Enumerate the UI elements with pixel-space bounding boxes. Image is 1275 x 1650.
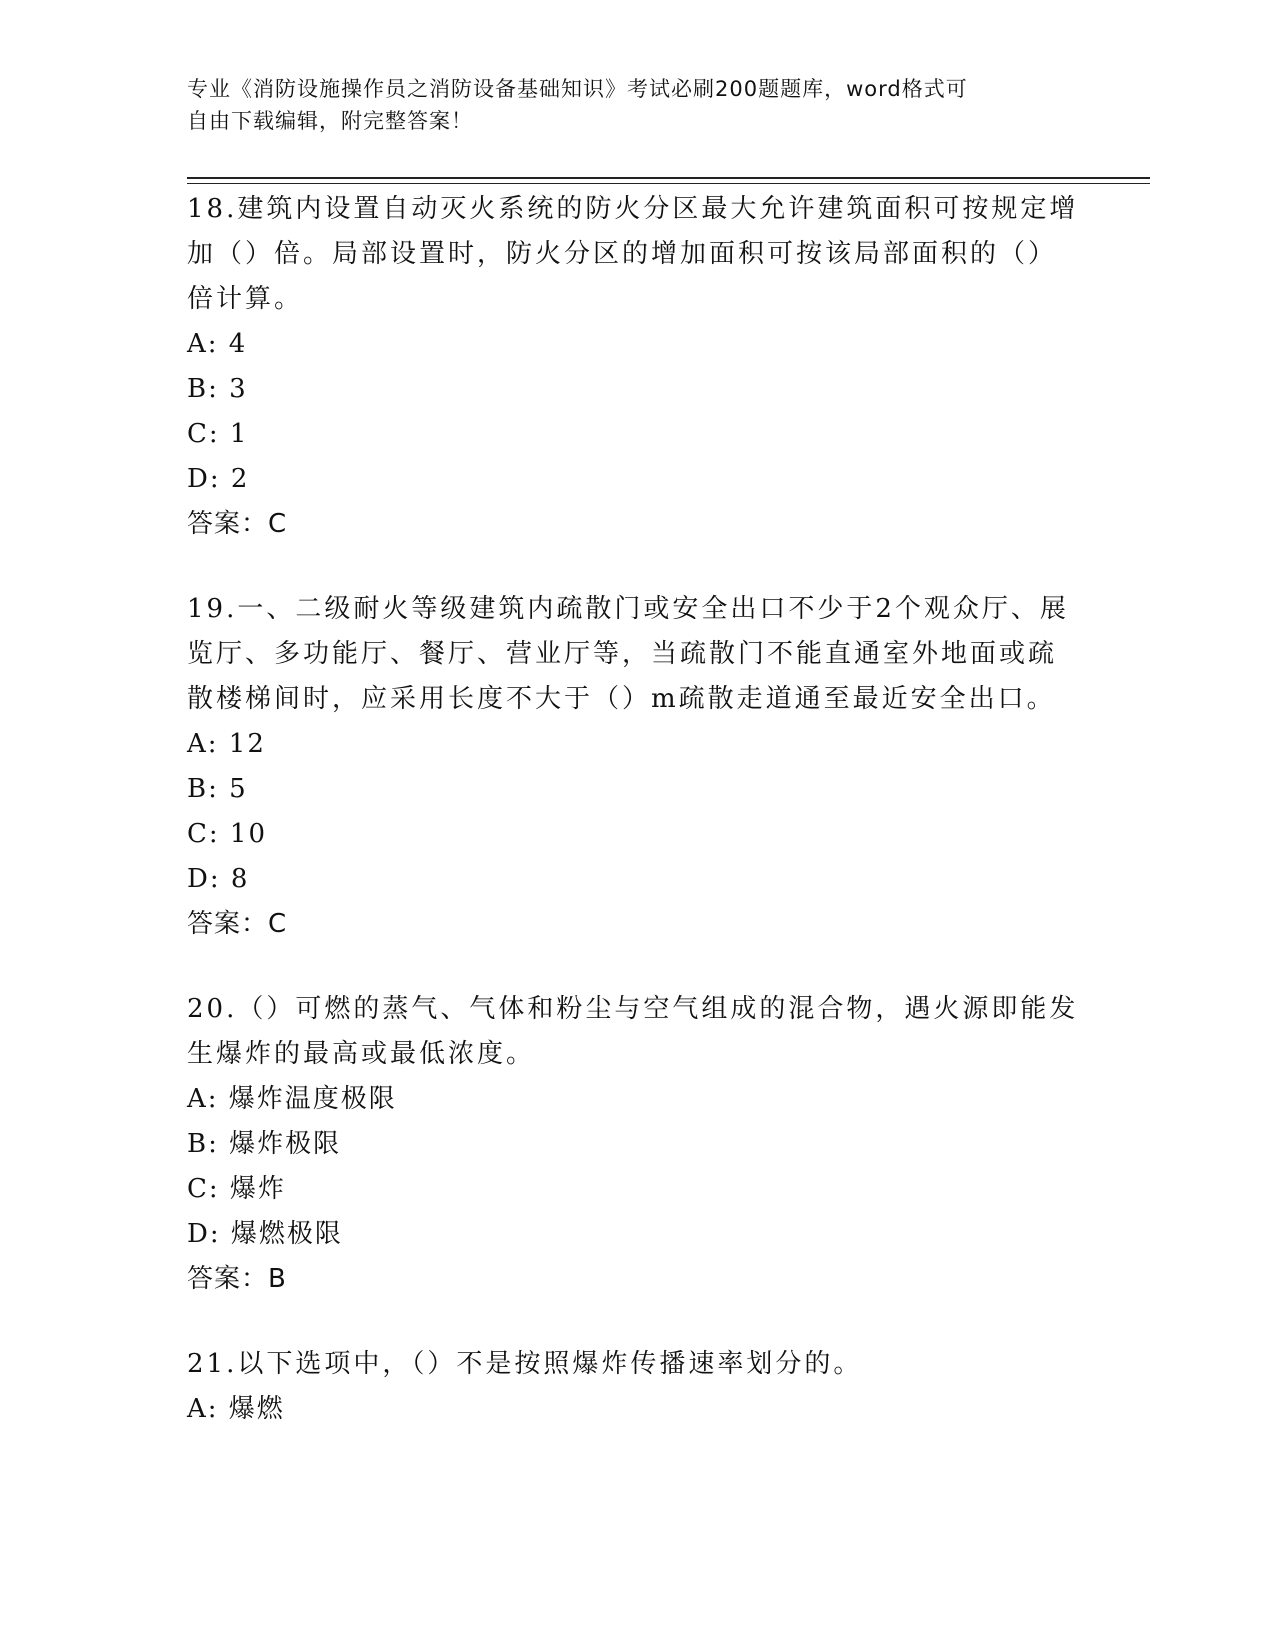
option-a: A: 爆燃: [187, 1394, 285, 1424]
question-text-line: 览厅、多功能厅、餐厅、营业厅等，当疏散门不能直通室外地面或疏: [187, 639, 1058, 669]
option-d: D: 8: [187, 864, 250, 894]
option-b: B: 3: [187, 374, 248, 404]
question-text-line: 18.建筑内设置自动灭火系统的防火分区最大允许建筑面积可按规定增: [187, 194, 1079, 224]
option-a: A: 4: [187, 329, 248, 359]
header-line-2: 自由下载编辑，附完整答案！: [187, 109, 473, 133]
header-divider-thin: [187, 183, 1150, 184]
question-text-line: 19.一、二级耐火等级建筑内疏散门或安全出口不少于2个观众厅、展: [187, 594, 1069, 624]
option-d: D: 2: [187, 464, 250, 494]
option-c: C: 爆炸: [187, 1174, 286, 1204]
option-d: D: 爆燃极限: [187, 1219, 343, 1249]
document-header: [187, 73, 1067, 137]
answer-label: 答案：C: [187, 909, 288, 939]
question-text-line: 20.（）可燃的蒸气、气体和粉尘与空气组成的混合物，遇火源即能发: [187, 994, 1079, 1024]
question-text-line: 倍计算。: [187, 284, 304, 314]
header-divider-thick: [187, 177, 1150, 179]
question-text-line: 21.以下选项中，（）不是按照爆炸传播速率划分的。: [187, 1349, 863, 1379]
question-19: [187, 587, 1087, 947]
question-text-line: 生爆炸的最高或最低浓度。: [187, 1039, 536, 1069]
option-b: B: 爆炸极限: [187, 1129, 342, 1159]
question-text-line: 加（）倍。局部设置时，防火分区的增加面积可按该局部面积的（）: [187, 239, 1058, 269]
header-line-1: 专业《消防设施操作员之消防设备基础知识》考试必刷200题题库，word格式可: [187, 77, 968, 101]
option-b: B: 5: [187, 774, 248, 804]
option-a: A: 爆炸温度极限: [187, 1084, 397, 1114]
answer-label: 答案：B: [187, 1264, 287, 1294]
question-20: [187, 987, 1087, 1302]
question-18: [187, 187, 1087, 547]
answer-label: 答案：C: [187, 509, 288, 539]
option-a: A: 12: [187, 729, 266, 759]
option-c: C: 1: [187, 419, 249, 449]
question-21: [187, 1342, 1087, 1432]
option-c: C: 10: [187, 819, 268, 849]
question-text-line: 散楼梯间时，应采用长度不大于（）m疏散走道通至最近安全出口。: [187, 684, 1056, 714]
